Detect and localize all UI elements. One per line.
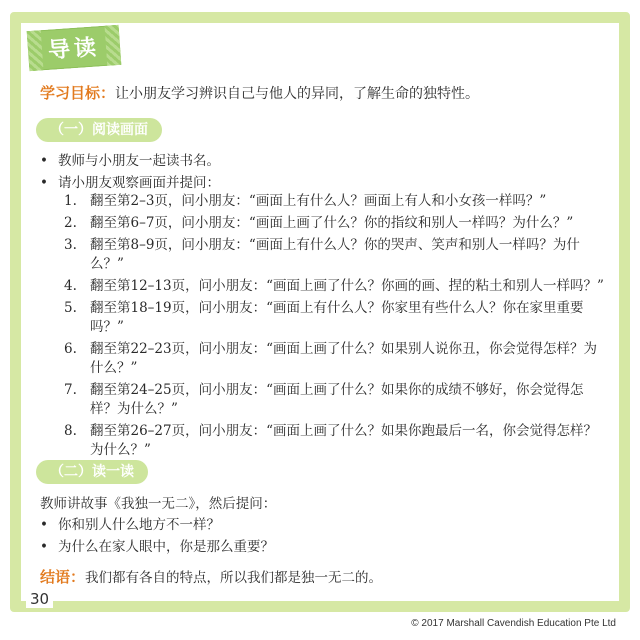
conclusion-label: 结语：	[40, 568, 86, 586]
question-item: 5. 翻至第18–19页，问小朋友：“画面上有什么人？你家里有些什么人？你在家里重要吗？”	[64, 300, 584, 335]
learning-objective	[40, 82, 479, 103]
question-item: 3. 翻至第8–9页，问小朋友：“画面上有什么人？你的哭声、笑声和别人一样吗？为什么？”	[64, 237, 580, 272]
list-item: • 请小朋友观察画面并提问：	[36, 172, 220, 194]
page-number: 30	[26, 590, 53, 608]
list-item: • 为什么在家人眼中，你是那么重要？	[36, 536, 274, 558]
title-tab	[27, 25, 122, 71]
list-item: • 教师与小朋友一起读书名。	[36, 150, 220, 172]
question-item: 7. 翻至第24–25页，问小朋友：“画面上画了什么？如果你的成绩不够好，你会觉得怎样？为什么？”	[64, 382, 584, 417]
section1-bullets	[36, 150, 220, 194]
question-item: 2. 翻至第6–7页，问小朋友：“画面上画了什么？你的指纹和别人一样吗？为什么？”	[64, 215, 574, 231]
question-list	[64, 192, 604, 463]
question-item: 1. 翻至第2–3页，问小朋友：“画面上有什么人？画面上有人和小女孩一样吗？”	[64, 193, 547, 209]
objective-text: 让小朋友学习辨识自己与他人的异同，了解生命的独特性。	[115, 86, 480, 102]
section2-heading: （二）读一读	[36, 460, 148, 484]
objective-label: 学习目标：	[40, 84, 116, 102]
section1-heading: （一）阅读画面	[36, 118, 162, 142]
conclusion-text: 我们都有各自的特点，所以我们都是独一无二的。	[85, 570, 383, 586]
copyright: © 2017 Marshall Cavendish Education Pte Ltd	[411, 618, 616, 629]
section2-bullets	[36, 514, 274, 558]
list-item: • 你和别人什么地方不一样？	[36, 514, 274, 536]
question-item: 8. 翻至第26–27页，问小朋友：“画面上画了什么？如果你跑最后一名，你会觉得怎样？为什么？”	[64, 423, 598, 458]
page-title: 导读	[47, 35, 101, 64]
question-item: 6. 翻至第22–23页，问小朋友：“画面上画了什么？如果别人说你丑，你会觉得怎样？为什么？”	[64, 341, 598, 376]
question-item: 4. 翻至第12–13页，问小朋友：“画面上画了什么？你画的画、捏的粘土和别人一样吗？”	[64, 278, 604, 294]
section2-intro: 教师讲故事《我独一无二》，然后提问：	[40, 496, 277, 512]
conclusion	[40, 566, 382, 587]
